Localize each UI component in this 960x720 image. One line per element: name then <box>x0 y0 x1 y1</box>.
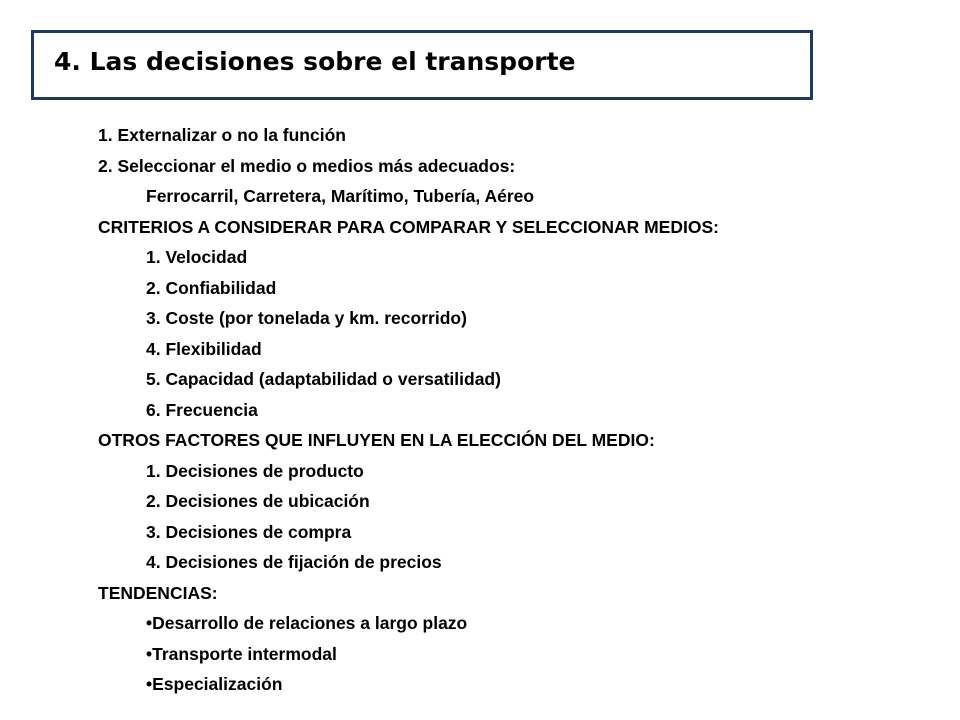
factors-item: 3. Decisiones de compra <box>146 521 352 542</box>
criteria-item: 5. Capacidad (adaptabilidad o versatilidad) <box>146 369 501 389</box>
transport-modes-text: Ferrocarril, Carretera, Marítimo, Tubería, Aéreo <box>146 186 535 206</box>
criteria-heading: CRITERIOS A CONSIDERAR PARA COMPARAR Y SELECCIONAR MEDIOS: <box>98 216 719 237</box>
slide-body <box>98 120 938 700</box>
criteria-item: 4. Flexibilidad <box>146 338 262 359</box>
criteria-item: 2. Confiabilidad <box>146 277 277 298</box>
list-item-select-mode: 2. Seleccionar el medio o medios más adecuados: <box>98 155 516 176</box>
criteria-item: 6. Frecuencia <box>146 399 258 420</box>
trends-item: •Desarrollo de relaciones a largo plazo <box>146 613 468 633</box>
criteria-item: 1. Velocidad <box>146 247 248 267</box>
list-item-outsourcing: 1. Externalizar o no la función <box>98 125 346 145</box>
factors-item: 1. Decisiones de producto <box>146 460 364 481</box>
factors-heading: OTROS FACTORES QUE INFLUYEN EN LA ELECCIÓN DEL MEDIO: <box>98 430 655 450</box>
trends-item: •Especialización <box>146 674 283 694</box>
criteria-item: 3. Coste (por tonelada y km. recorrido) <box>146 308 467 328</box>
trends-heading: TENDENCIAS: <box>98 582 218 603</box>
factors-item: 2. Decisiones de ubicación <box>146 491 370 511</box>
slide-title-box <box>31 30 813 100</box>
factors-item: 4. Decisiones de fijación de precios <box>146 552 442 572</box>
trends-item: •Transporte intermodal <box>146 643 337 664</box>
slide-title: 4. Las decisiones sobre el transporte <box>54 47 576 76</box>
